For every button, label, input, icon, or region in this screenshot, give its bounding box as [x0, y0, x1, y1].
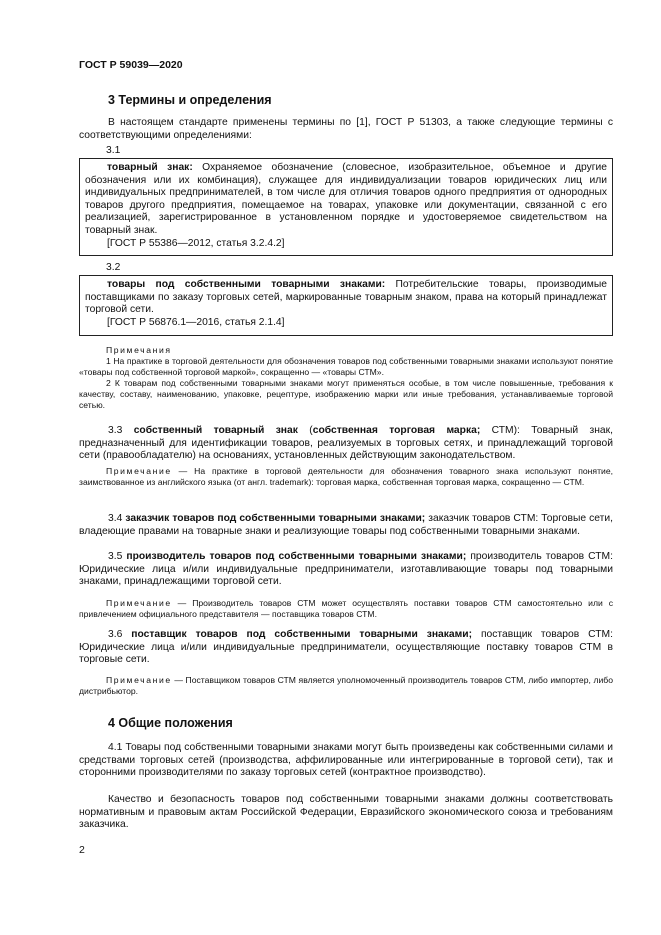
- note-label-3-5: Примечание: [106, 598, 172, 608]
- term-3-4: [79, 513, 613, 538]
- note-3-6-text: — Поставщиком товаров СТМ является уполномоченный производитель товаров СТМ, либо импортер, либо дистрибьютор.: [79, 675, 613, 696]
- note-3-5: [79, 598, 613, 620]
- page-number: 2: [79, 844, 85, 856]
- term-3-6-term: поставщик товаров под собственными товарными знаками;: [131, 629, 473, 640]
- term-3-6-definition: поставщик товаров СТМ: Юридические лица и/или индивидуальные предприниматели, осуществляющие поставку товаров СТМ в торговые сети.: [79, 629, 613, 666]
- term-3-1-term: товарный знак:: [107, 162, 193, 173]
- section-4-paragraph-1: 4.1 Товары под собственными товарными знаками могут быть произведены как собственными силами и средствами торговых сетей (производства, аффилированные или интегрированные в торговой сети), так и сторонними производителями по заказу торговых сетей (контрактное производство).: [79, 742, 613, 779]
- term-3-3-definition: СТМ): Товарный знак, предназначенный для идентификации товаров, реализуемых в торговых сетях, и принадлежащий торговой сети (правообладателю) на основаниях, установленных действующим законодательством.: [79, 425, 613, 462]
- term-3-5-definition: производитель товаров СТМ: Юридические лица и/или индивидуальные предприниматели, изготавливающие товары под товарными знаками, принадлежащими торговой сети.: [79, 551, 613, 588]
- section-3-intro: В настоящем стандарте применены термины по [1], ГОСТ Р 51303, а также следующие термины с соответствующими определениями:: [79, 117, 613, 141]
- term-3-4-definition: заказчик товаров СТМ: Торговые сети, владеющие правами на товарные знаки и реализующие товары под собственными товарными знаками.: [79, 513, 613, 537]
- term-3-2-source: [ГОСТ Р 56876.1—2016, статья 2.1.4]: [107, 316, 285, 328]
- term-3-3: [79, 425, 613, 463]
- note-3-5-text: — Производитель товаров СТМ может осуществлять поставки товаров СТМ самостоятельно или с привлечением официального представителя — поставщика товаров СТМ.: [79, 598, 613, 619]
- note-label: Примечание: [106, 466, 172, 476]
- term-3-1-definition: Охраняемое обозначение (словесное, изобразительное, объемное и другие обозначения или их комбинация), служащее для индивидуализации товаров юридических лиц или индивидуальных предпринимателей, в том числе для отличия товаров одного предприятия от однородных товаров другого предприятия, помещаемое на товарах, упаковке или документации, связанной с его реализацией, зарегистрированное в установленном порядке и удостоверяемое свидетельством на товарный знак.: [85, 162, 607, 236]
- term-3-6: [79, 629, 613, 667]
- term-3-3-term-2: собственная торговая марка;: [312, 425, 481, 436]
- section-3-title: 3 Термины и определения: [108, 93, 272, 107]
- document-header: ГОСТ Р 59039—2020: [79, 59, 183, 71]
- term-3-5-term: производитель товаров под собственными товарными знаками;: [126, 551, 467, 562]
- note-3-6: [79, 675, 613, 697]
- note-3-3-text: — На практике в торговой деятельности для обозначения товарного знака используют понятие, заимствованное из английского языка (от англ. trademark): торговая марка, собственная торговая марка, сокращенно — СТМ.: [79, 466, 613, 487]
- term-3-3-number: 3.3: [108, 425, 123, 436]
- term-3-1-box: [79, 158, 613, 256]
- term-3-4-number: 3.4: [108, 513, 123, 524]
- section-4-paragraph-2: Качество и безопасность товаров под собственными товарными знаками должны соответствовать нормативным и правовым актам Российской Федерации, Евразийского экономического союза и требованиям заказчика.: [79, 794, 613, 831]
- note-1: 1 На практике в торговой деятельности для обозначения товаров под собственными товарными знаками используют понятие «товары под собственной торговой маркой», сокращенно — «товары СТМ».: [79, 356, 613, 377]
- term-3-5: [79, 551, 613, 589]
- note-label-3-6: Примечание: [106, 675, 172, 685]
- section-4-title: 4 Общие положения: [108, 716, 233, 730]
- term-3-2-definition: Потребительские товары, производимые поставщиками по заказу торговых сетей, маркированные товарным знаком, права на который принадлежат торговой сети.: [85, 279, 607, 316]
- note-2: 2 К товарам под собственными товарными знаками могут применяться особые, в том числе повышенные, требования к качеству, составу, наименованию, упаковке, рецептуре, изображению марки или иные требования, устанавливаемые торговой сетью.: [79, 378, 613, 410]
- term-3-6-number: 3.6: [108, 629, 123, 640]
- note-3-3: [79, 466, 613, 488]
- term-3-3-paren: (: [297, 425, 313, 436]
- term-3-3-term: собственный товарный знак: [133, 425, 298, 436]
- term-3-5-number: 3.5: [108, 551, 123, 562]
- term-3-4-term: заказчик товаров под собственными товарными знаками;: [125, 513, 426, 524]
- term-3-1-number: 3.1: [106, 145, 121, 156]
- term-3-1-source: [ГОСТ Р 55386—2012, статья 3.2.4.2]: [107, 237, 285, 249]
- notes-block-3-2: [79, 345, 613, 411]
- term-3-2-box: [79, 275, 613, 336]
- notes-label: Примечания: [106, 345, 172, 355]
- term-3-2-term: товары под собственными товарными знаками:: [107, 279, 386, 290]
- term-3-2-number: 3.2: [106, 262, 121, 273]
